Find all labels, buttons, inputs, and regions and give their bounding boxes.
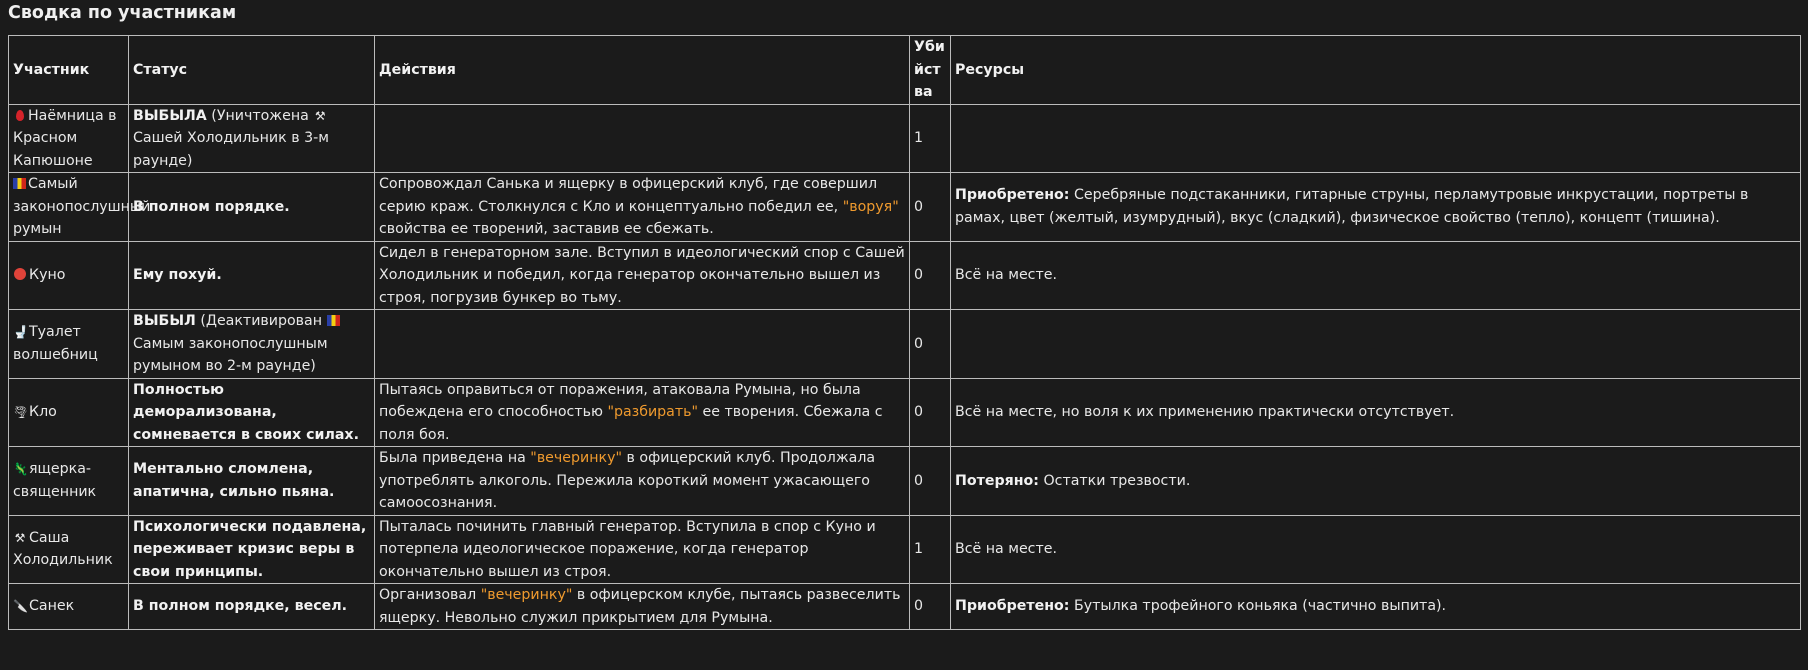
table-row: [9, 515, 1801, 584]
actions-text: в офицерский клуб. Продолжала употреблять алкоголь. Пережила короткий момент ужасающего самоосознания.: [379, 450, 876, 511]
page-title: Сводка по участникам: [8, 3, 237, 23]
participant-name: Саша Холодильник: [13, 529, 113, 569]
angry-face-icon: [14, 268, 26, 280]
participant-name: Самый законопослушный румын: [13, 176, 151, 237]
status-cell: [129, 378, 375, 447]
status-bold: ВЫБЫЛ: [133, 313, 196, 329]
kills-cell: 1: [910, 515, 951, 584]
resources-cell: [951, 173, 1801, 242]
status-bold: Ментально сломлена, апатична, сильно пьяна.: [133, 461, 335, 500]
status-cell: [129, 310, 375, 379]
resources-cell: [951, 584, 1801, 630]
kills-cell: 0: [910, 584, 951, 630]
table-row: [9, 447, 1801, 516]
lizard-icon: 🦎: [13, 462, 28, 477]
toilet-icon: 🚽: [13, 325, 28, 340]
participant-cell: [9, 378, 129, 447]
kills-cell: 0: [910, 310, 951, 379]
kills-cell: 0: [910, 378, 951, 447]
resources-text: Остатки трезвости.: [1038, 472, 1191, 489]
table-row: [9, 241, 1801, 310]
status-bold: Психологически подавлена, переживает кризис веры в свои принципы.: [133, 518, 367, 580]
status-cell: [129, 241, 375, 310]
kills-cell: 1: [910, 104, 951, 173]
column-header-kills: Убийства: [910, 36, 951, 105]
kills-cell: 0: [910, 447, 951, 516]
actions-text: ее творения. Сбежала с поля боя.: [379, 404, 883, 443]
actions-cell: [375, 378, 910, 447]
status-cell: [129, 447, 375, 516]
resources-cell: [951, 104, 1801, 173]
romania-flag-icon: [13, 178, 26, 189]
resources-cell: Всё на месте.: [951, 515, 1801, 584]
column-header-actions: Действия: [375, 36, 910, 105]
romania-flag-icon: [327, 315, 340, 326]
table-row: [9, 104, 1801, 173]
status-text: Самым законопослушным румыном во 2-м раунде): [133, 335, 328, 374]
participant-cell: [9, 173, 151, 242]
participant-name: Кло: [29, 404, 57, 420]
actions-cell: Пыталась починить главный генератор. Вступила в спор с Куно и потерпела идеологическое поражение, когда генератор окончательно вышел из строя.: [375, 515, 910, 584]
actions-cell: [375, 447, 910, 516]
hammer-pick-icon: ⚒: [14, 530, 26, 545]
participant-cell: [9, 584, 129, 630]
actions-cell: [375, 310, 910, 379]
blood-drop-icon: [16, 110, 24, 121]
status-cell: [129, 173, 375, 242]
kills-cell: 0: [910, 173, 951, 242]
kills-cell: 0: [910, 241, 951, 310]
resources-text: Бутылка трофейного коньяка (частично выпита).: [1069, 598, 1447, 615]
actions-text: Сопровождал Санька и ящерку в офицерский клуб, где совершил серию краж. Столкнулся с Кло и концептуально победил ее,: [379, 176, 878, 215]
actions-cell: [375, 584, 910, 630]
participant-name: Куно: [29, 267, 66, 283]
highlight-text: "воруя": [842, 198, 899, 215]
participant-cell: [9, 447, 129, 516]
highlight-text: "разбирать": [607, 404, 699, 420]
actions-cell: [375, 173, 910, 242]
resources-cell: [951, 447, 1801, 516]
participant-name: Туалет волшебниц: [13, 324, 98, 363]
status-cell: [129, 104, 375, 173]
resources-cell: Всё на месте, но воля к их применению практически отсутствует.: [951, 378, 1801, 447]
participants-table: [8, 35, 1801, 630]
status-bold: Полностью деморализована, сомневается в своих силах.: [133, 381, 359, 443]
participant-name: Наёмница в Красном Капюшоне: [13, 107, 117, 169]
resources-label: Приобретено:: [955, 598, 1070, 615]
status-bold: ВЫБЫЛА: [133, 107, 207, 124]
status-text: (Деактивирован: [195, 313, 327, 329]
resources-label: Потеряно:: [955, 472, 1039, 489]
participant-cell: [9, 310, 129, 379]
actions-text: Организовал: [379, 587, 481, 603]
participant-cell: [9, 104, 129, 173]
status-text: Сашей Холодильник в 3-м раунде): [133, 130, 329, 169]
participant-name: ящерка-священник: [13, 461, 97, 500]
table-row: [9, 378, 1801, 447]
table-header-row: [9, 36, 1801, 105]
knife-icon: 🔪: [13, 599, 28, 614]
status-cell: [129, 584, 375, 630]
table-row: [9, 584, 1801, 630]
table-row: [9, 310, 1801, 379]
column-header-status: Статус: [129, 36, 375, 105]
hammer-pick-icon: ⚒: [314, 108, 326, 123]
status-text: (Уничтожена: [206, 107, 314, 124]
resources-label: Приобретено:: [955, 187, 1070, 204]
actions-text: свойства ее творений, заставив ее сбежать.: [379, 221, 714, 237]
actions-cell: [375, 104, 910, 173]
actions-text: Пытаясь оправиться от поражения, атаковала Румына, но была побеждена его способностью: [379, 381, 861, 420]
actions-text: Была приведена на: [379, 450, 531, 466]
highlight-text: "вечеринку": [530, 450, 623, 466]
status-cell: [129, 515, 375, 584]
participant-cell: [9, 515, 129, 584]
column-header-resources: Ресурсы: [951, 36, 1801, 105]
participant-name: Санек: [29, 598, 75, 615]
participant-cell: [9, 241, 129, 310]
actions-text: в офицерском клубе, пытаясь развеселить ящерку. Невольно служил прикрытием для Румына.: [379, 587, 901, 626]
table-row: [9, 173, 1801, 242]
resources-cell: [951, 310, 1801, 379]
resources-cell: Всё на месте.: [951, 241, 1801, 310]
resources-text: Серебряные подстаканники, гитарные струны, перламутровые инкрустации, портреты в рамах, цвет (желтый, изумрудный), вкус (сладкий), физическое свойство (тепло), концепт (тишина).: [955, 187, 1749, 226]
highlight-text: "вечеринку": [480, 587, 573, 603]
status-bold: Ему похуй.: [133, 267, 222, 283]
column-header-participant: Участник: [9, 36, 129, 105]
actions-cell: Сидел в генераторном зале. Вступил в идеологический спор с Сашей Холодильник и победил, когда генератор окончательно вышел из строя, погрузив бункер во тьму.: [375, 241, 910, 310]
status-bold: В полном порядке.: [133, 198, 290, 215]
tornado-icon: 🌪: [13, 405, 29, 419]
status-bold: В полном порядке, весел.: [133, 598, 348, 615]
